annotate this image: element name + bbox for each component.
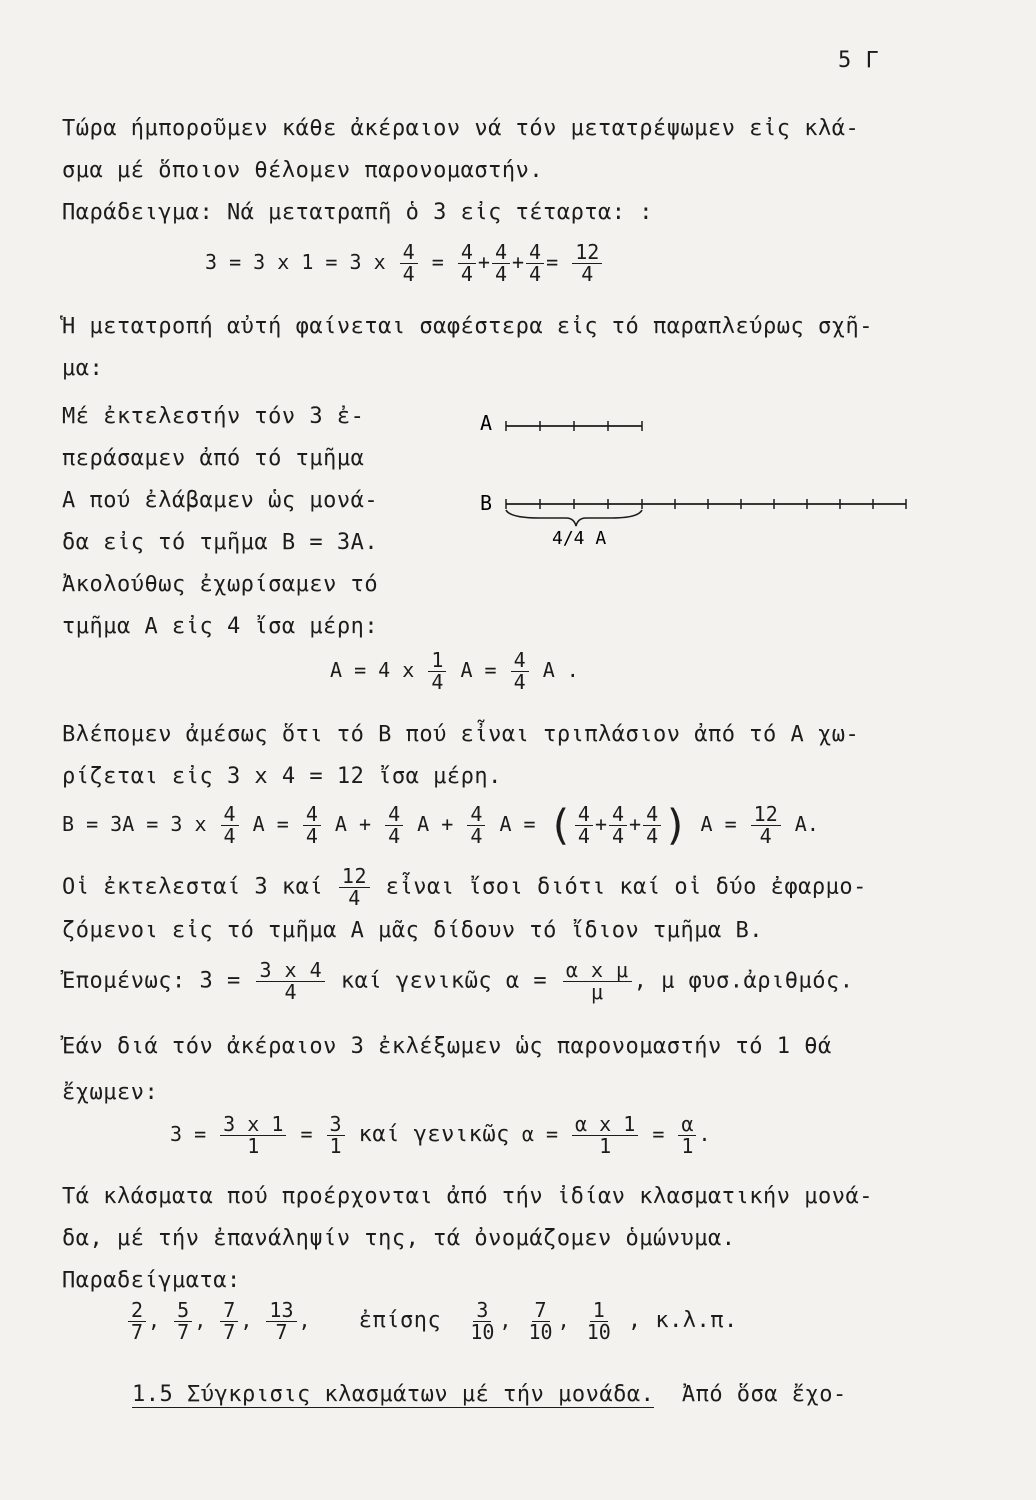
fraction: $\frac{3 x 1}{1}$	[220, 1114, 286, 1157]
fraction: $\frac{4}{4}$	[511, 650, 529, 693]
text-line: τμῆμα Α εἰς 4 ἴσα μέρη:	[62, 614, 379, 639]
fraction: $\frac{7}{7}$	[220, 1300, 238, 1343]
fraction: $\frac{12}{4}$	[339, 866, 370, 909]
eq-text: 3 = 3 x 1 = 3 x	[205, 250, 386, 274]
fraction: $\frac{4}{4}$	[467, 804, 485, 847]
text-line: σμα μέ ὅποιον θέλομεν παρονομαστήν.	[62, 158, 544, 183]
text-line: Βλέπομεν ἀμέσως ὅτι τό Β πού εἶναι τριπλάσιον ἀπό τό Α χω-	[62, 722, 860, 747]
label-a: A	[480, 411, 493, 435]
equation-3: B = 3A = 3 x $\frac{4}{4}$ A = $\frac{4}{4}$ A + $\frac{4}{4}$ A + $\frac{4}{4}$ A = ( $\frac{4}{4}$ + $\frac{4}{4}$ + $\frac{4}{4}$ ) A = $\frac{12}{4}$ A.	[62, 800, 819, 850]
fraction: $\frac{\text{α x μ}}{\mu}$	[563, 960, 632, 1003]
fraction: $\frac{2}{7}$	[128, 1300, 146, 1343]
text-line: Ἡ μετατροπή αὐτή φαίνεται σαφέστερα εἰς τό παραπλεύρως σχῆ-	[62, 314, 873, 339]
examples-line: $\frac{2}{7}$ , $\frac{5}{7}$ , $\frac{7}{7}$ , $\frac{13}{7}$ , ἐπίσης $\frac{3}{10}$ , $\frac{7}{10}$ , $\frac{1}{10}$ , κ.λ.π.	[126, 1300, 738, 1343]
fraction: $\frac{4}{4}$	[385, 804, 403, 847]
text-line: Τώρα ήμποροῦμεν κάθε ἀκέραιον νά τόν μετατρέψωμεν εἰς κλά-	[62, 116, 860, 141]
section-heading	[132, 1382, 847, 1407]
fraction: $\frac{3}{10}$	[470, 1298, 495, 1344]
segment-diagram	[470, 404, 920, 554]
fraction: $\frac{4}{4}$	[575, 804, 593, 847]
text-line: Τά κλάσματα πού προέρχονται ἀπό τήν ἰδίαν κλασματικήν μονά-	[62, 1184, 873, 1209]
page-number: 5 Γ	[838, 48, 880, 73]
text-line: ζόμενοι εἰς τό τμῆμα Α μᾶς δίδουν τό ἴδιον τμῆμα Β.	[62, 918, 764, 943]
fraction: $\frac{4}{4}$	[303, 804, 321, 847]
fraction: $\frac{7}{10}$	[528, 1298, 553, 1344]
text-line: Μέ ἐκτελεστήν τόν 3 ἐ-	[62, 404, 365, 429]
label-b: B	[480, 491, 493, 515]
fraction: $\frac{\alpha}{1}$	[678, 1114, 696, 1157]
text-line: μα:	[62, 356, 104, 381]
fraction: $\frac{4}{4}$	[526, 242, 544, 285]
text-line: ἔχωμεν:	[62, 1080, 159, 1105]
text-line: ρίζεται εἰς 3 x 4 = 12 ἴσα μέρη.	[62, 764, 502, 789]
fraction: $\frac{4}{4}$	[458, 242, 476, 285]
text-line: Ἐπομένως: 3 = $\frac{3 x 4}{4}$ καί γενικῶς α = $\frac{\text{α x μ}}{\mu}$ , μ φυσ.ἀριθμός.	[62, 958, 854, 1004]
fraction: $\frac{\text{α x 1}}{1}$	[572, 1114, 638, 1157]
text-line: Παράδειγμα: Νά μετατραπῆ ὁ 3 εἰς τέταρτα: :	[62, 200, 654, 225]
fraction: $\frac{5}{7}$	[174, 1300, 192, 1343]
fraction: $\frac{12}{4}$	[572, 242, 602, 285]
fraction: $\frac{12}{4}$	[751, 804, 781, 847]
text-line: Παραδείγματα:	[62, 1268, 241, 1293]
fraction: $\frac{4}{4}$	[643, 804, 661, 847]
fraction: $\frac{1}{10}$	[586, 1298, 611, 1344]
fraction: $\frac{4}{4}$	[492, 242, 510, 285]
equation-1: 3 = 3 x 1 = 3 x $\frac{4}{4}$ = $\frac{4}{4}$ + $\frac{4}{4}$ + $\frac{4}{4}$ = $\frac{12}{4}$	[205, 242, 604, 285]
fraction: $\frac{4}{4}$	[400, 242, 418, 285]
equation-2: A = 4 x $\frac{1}{4}$ A = $\frac{4}{4}$ A .	[330, 648, 579, 694]
fraction: $\frac{13}{7}$	[266, 1300, 296, 1343]
text-line: Οἱ ἐκτελεσταί 3 καί $\frac{12}{4}$ εἶναι ἴσοι διότι καί οἱ δύο ἐφαρμο-	[62, 864, 867, 910]
section-title: 1.5 Σύγκρισις κλασμάτων μέ τήν μονάδα.	[132, 1382, 655, 1407]
text-line: Ἐάν διά τόν ἀκέραιον 3 ἐκλέξωμεν ὡς παρονομαστήν τό 1 θά	[62, 1034, 832, 1059]
brace-label: 4/4 A	[552, 528, 607, 549]
text-line: Α πού ἐλάβαμεν ὡς μονά-	[62, 488, 379, 513]
equation-4: 3 = $\frac{3 x 1}{1}$ = $\frac{3}{1}$ καί γενικῶς α = $\frac{\text{α x 1}}{1}$ = $\frac{\alpha}{1}$ .	[170, 1112, 711, 1158]
text-line: περάσαμεν ἀπό τό τμῆμα	[62, 446, 365, 471]
fraction: $\frac{4}{4}$	[609, 804, 627, 847]
text-line: δα εἰς τό τμῆμα Β = 3Α.	[62, 530, 379, 555]
fraction: $\frac{3}{1}$	[327, 1114, 345, 1157]
section-tail: Ἀπό ὅσα ἔχο-	[681, 1382, 847, 1407]
fraction: $\frac{4}{4}$	[221, 804, 239, 847]
text-line: Ἀκολούθως ἐχωρίσαμεν τό	[62, 572, 379, 597]
text-line: δα, μέ τήν ἐπανάληψίν της, τά ὀνομάζομεν ὁμώνυμα.	[62, 1226, 736, 1251]
fraction: $\frac{1}{4}$	[428, 650, 446, 693]
fraction: $\frac{3 x 4}{4}$	[256, 960, 325, 1003]
